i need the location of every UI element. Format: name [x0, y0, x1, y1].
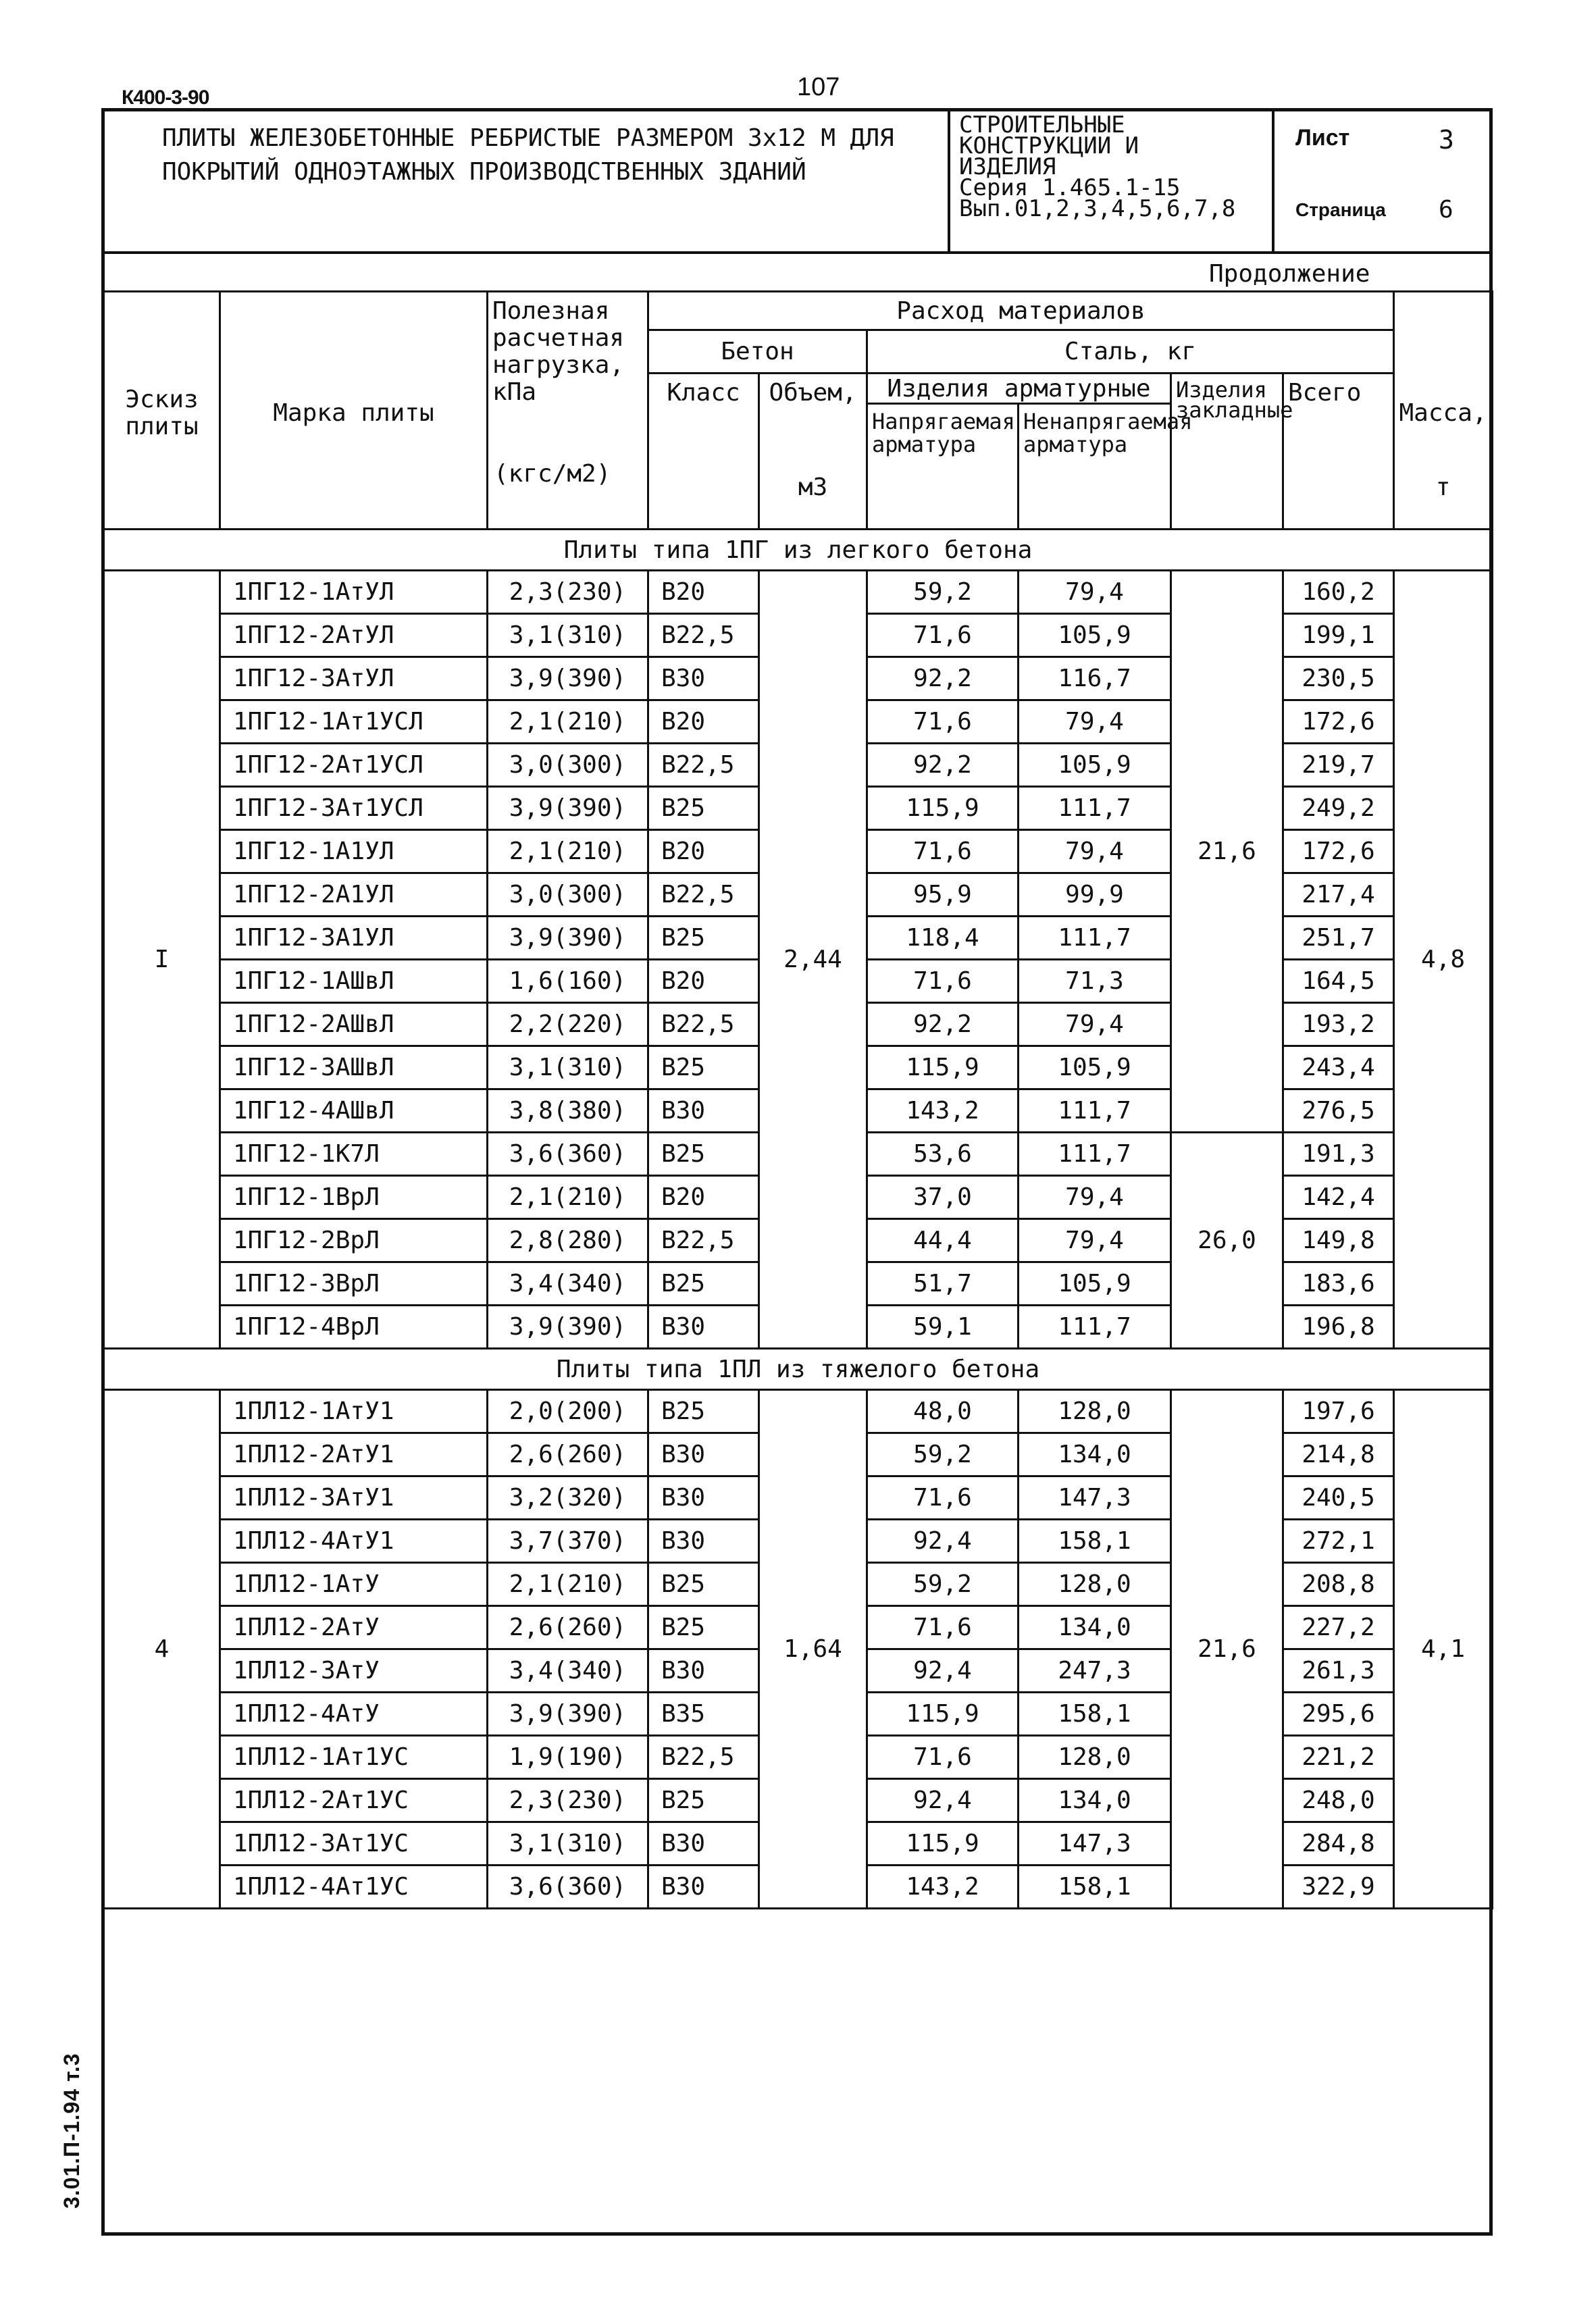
row-prestressed: 92,4 — [867, 1649, 1019, 1693]
row-class: В22,5 — [648, 873, 759, 917]
row-total: 191,3 — [1283, 1133, 1394, 1176]
section2-title: Плиты типа 1ПЛ из тяжелого бетона — [104, 1349, 1493, 1390]
row-prestressed: 59,2 — [867, 571, 1019, 614]
row-prestressed: 48,0 — [867, 1390, 1019, 1433]
row-mark: 1ПГ12-3А1УЛ — [220, 917, 488, 960]
row-load: 2,6(260) — [488, 1606, 648, 1649]
row-load: 2,1(210) — [488, 1176, 648, 1219]
section2-mass: 4,1 — [1394, 1390, 1493, 1909]
col-concrete: Бетон — [648, 330, 867, 374]
row-load: 3,9(390) — [488, 1693, 648, 1736]
row-load: 2,1(210) — [488, 1563, 648, 1606]
section1-sketch: I — [104, 571, 220, 1349]
row-mark: 1ПГ12-1АШвЛ — [220, 960, 488, 1003]
row-load: 3,9(390) — [488, 657, 648, 700]
row-mark: 1ПГ12-1АтУЛ — [220, 571, 488, 614]
row-load: 3,9(390) — [488, 787, 648, 830]
header-bottom-line — [105, 251, 1489, 254]
row-total: 221,2 — [1283, 1736, 1394, 1779]
row-non-prestressed: 116,7 — [1019, 657, 1171, 700]
col-volume-unit: м3 — [798, 473, 828, 501]
title-line-2: ПОКРЫТИЙ ОДНОЭТАЖНЫХ ПРОИЗВОДСТВЕННЫХ ЗДАНИЙ — [162, 158, 806, 186]
row-load: 2,3(230) — [488, 1779, 648, 1822]
row-class: В20 — [648, 571, 759, 614]
row-mark: 1ПГ12-3ВрЛ — [220, 1262, 488, 1306]
row-mark: 1ПЛ12-4АтУ — [220, 1693, 488, 1736]
row-total: 196,8 — [1283, 1306, 1394, 1349]
row-prestressed: 71,6 — [867, 1736, 1019, 1779]
row-class: В22,5 — [648, 744, 759, 787]
row-total: 295,6 — [1283, 1693, 1394, 1736]
row-class: В30 — [648, 1822, 759, 1866]
row-mark: 1ПГ12-1А1УЛ — [220, 830, 488, 873]
row-prestressed: 92,2 — [867, 1003, 1019, 1046]
row-total: 243,4 — [1283, 1046, 1394, 1089]
page-value: 6 — [1439, 196, 1453, 224]
row-prestressed: 44,4 — [867, 1219, 1019, 1262]
col-class: Класс — [648, 374, 759, 530]
row-prestressed: 59,1 — [867, 1306, 1019, 1349]
row-total: 217,4 — [1283, 873, 1394, 917]
row-mark: 1ПГ12-2ВрЛ — [220, 1219, 488, 1262]
col-embedded: Изделия закладные — [1171, 374, 1283, 530]
col-volume — [759, 374, 867, 530]
section1-mass: 4,8 — [1394, 571, 1493, 1349]
row-total: 183,6 — [1283, 1262, 1394, 1306]
row-mark: 1ПЛ12-3АтУ — [220, 1649, 488, 1693]
row-prestressed: 92,2 — [867, 657, 1019, 700]
row-class: В25 — [648, 1563, 759, 1606]
row-prestressed: 59,2 — [867, 1563, 1019, 1606]
row-prestressed: 92,4 — [867, 1520, 1019, 1563]
row-prestressed: 71,6 — [867, 960, 1019, 1003]
row-class: В25 — [648, 1262, 759, 1306]
row-non-prestressed: 79,4 — [1019, 1003, 1171, 1046]
row-prestressed: 59,2 — [867, 1433, 1019, 1476]
row-class: В20 — [648, 700, 759, 744]
row-non-prestressed: 79,4 — [1019, 700, 1171, 744]
row-non-prestressed: 158,1 — [1019, 1693, 1171, 1736]
row-non-prestressed: 147,3 — [1019, 1476, 1171, 1520]
row-total: 197,6 — [1283, 1390, 1394, 1433]
row-prestressed: 115,9 — [867, 1693, 1019, 1736]
row-mark: 1ПЛ12-2АтУ — [220, 1606, 488, 1649]
row-mark: 1ПЛ12-1АтУ1 — [220, 1390, 488, 1433]
row-mark: 1ПЛ12-2АтУ1 — [220, 1433, 488, 1476]
document-title — [162, 122, 939, 189]
row-load: 3,1(310) — [488, 1046, 648, 1089]
row-total: 284,8 — [1283, 1822, 1394, 1866]
row-class: В35 — [648, 1693, 759, 1736]
row-total: 219,7 — [1283, 744, 1394, 787]
row-total: 208,8 — [1283, 1563, 1394, 1606]
row-load: 3,0(300) — [488, 744, 648, 787]
row-prestressed: 71,6 — [867, 614, 1019, 657]
section1-volume: 2,44 — [759, 571, 867, 1349]
series-line-4: Серия 1.465.1-15 — [959, 174, 1181, 201]
row-non-prestressed: 134,0 — [1019, 1606, 1171, 1649]
row-mark: 1ПГ12-1ВрЛ — [220, 1176, 488, 1219]
row-mark: 1ПГ12-3Ат1УСЛ — [220, 787, 488, 830]
row-mark: 1ПГ12-1Ат1УСЛ — [220, 700, 488, 744]
row-class: В20 — [648, 960, 759, 1003]
col-sketch: Эскиз плиты — [104, 292, 220, 530]
col-mass — [1394, 292, 1493, 530]
row-mark: 1ПЛ12-2Ат1УС — [220, 1779, 488, 1822]
row-total: 322,9 — [1283, 1866, 1394, 1909]
row-mark: 1ПГ12-1К7Л — [220, 1133, 488, 1176]
row-load: 2,3(230) — [488, 571, 648, 614]
sheet-value: 3 — [1439, 125, 1454, 155]
row-total: 149,8 — [1283, 1219, 1394, 1262]
row-prestressed: 115,9 — [867, 1046, 1019, 1089]
row-total: 240,5 — [1283, 1476, 1394, 1520]
row-non-prestressed: 134,0 — [1019, 1779, 1171, 1822]
row-class: В30 — [648, 657, 759, 700]
row-non-prestressed: 111,7 — [1019, 787, 1171, 830]
row-prestressed: 71,6 — [867, 830, 1019, 873]
row-mark: 1ПГ12-4ВрЛ — [220, 1306, 488, 1349]
series-line-5: Вып.01,2,3,4,5,6,7,8 — [959, 195, 1236, 222]
row-class: В30 — [648, 1866, 759, 1909]
row-class: В25 — [648, 1606, 759, 1649]
col-mass-label: Масса, — [1399, 398, 1487, 427]
row-class: В25 — [648, 1133, 759, 1176]
row-non-prestressed: 111,7 — [1019, 1089, 1171, 1133]
row-load: 3,9(390) — [488, 917, 648, 960]
title-line-1: ПЛИТЫ ЖЕЛЕЗОБЕТОННЫЕ РЕБРИСТЫЕ РАЗМЕРОМ 3х12 М ДЛЯ — [162, 124, 894, 152]
row-prestressed: 71,6 — [867, 1476, 1019, 1520]
col-prestressed: Напрягаемая арматура — [867, 404, 1019, 530]
row-mark: 1ПГ12-2АтУЛ — [220, 614, 488, 657]
row-total: 172,6 — [1283, 700, 1394, 744]
table-row — [104, 1390, 1493, 1433]
row-mark: 1ПГ12-2Ат1УСЛ — [220, 744, 488, 787]
col-mark: Марка плиты — [220, 292, 488, 530]
col-load — [488, 292, 648, 530]
col-mass-unit: т — [1435, 473, 1451, 501]
row-total: 172,6 — [1283, 830, 1394, 873]
row-load: 2,8(280) — [488, 1219, 648, 1262]
row-non-prestressed: 128,0 — [1019, 1563, 1171, 1606]
row-non-prestressed: 147,3 — [1019, 1822, 1171, 1866]
row-total: 160,2 — [1283, 571, 1394, 614]
row-total: 276,5 — [1283, 1089, 1394, 1133]
row-load: 3,1(310) — [488, 614, 648, 657]
page-number: 107 — [797, 73, 840, 101]
row-class: В20 — [648, 1176, 759, 1219]
row-class: В22,5 — [648, 1219, 759, 1262]
row-non-prestressed: 105,9 — [1019, 744, 1171, 787]
row-load: 1,9(190) — [488, 1736, 648, 1779]
section1-embedded-a: 21,6 — [1171, 571, 1283, 1133]
row-non-prestressed: 79,4 — [1019, 1176, 1171, 1219]
row-non-prestressed: 105,9 — [1019, 1046, 1171, 1089]
row-non-prestressed: 134,0 — [1019, 1433, 1171, 1476]
row-class: В25 — [648, 917, 759, 960]
row-prestressed: 71,6 — [867, 700, 1019, 744]
row-load: 3,0(300) — [488, 873, 648, 917]
row-prestressed: 53,6 — [867, 1133, 1019, 1176]
row-prestressed: 143,2 — [867, 1089, 1019, 1133]
row-class: В20 — [648, 830, 759, 873]
row-non-prestressed: 158,1 — [1019, 1866, 1171, 1909]
row-class: В30 — [648, 1649, 759, 1693]
section1-title: Плиты типа 1ПГ из легкого бетона — [104, 530, 1493, 571]
row-mark: 1ПЛ12-3АтУ1 — [220, 1476, 488, 1520]
row-mark: 1ПГ12-3АтУЛ — [220, 657, 488, 700]
row-load: 2,1(210) — [488, 700, 648, 744]
row-non-prestressed: 71,3 — [1019, 960, 1171, 1003]
row-prestressed: 71,6 — [867, 1606, 1019, 1649]
row-load: 3,2(320) — [488, 1476, 648, 1520]
col-non-prestressed: Ненапрягаемая арматура — [1019, 404, 1171, 530]
row-prestressed: 143,2 — [867, 1866, 1019, 1909]
row-mark: 1ПГ12-2А1УЛ — [220, 873, 488, 917]
row-total: 214,8 — [1283, 1433, 1394, 1476]
row-load: 3,4(340) — [488, 1649, 648, 1693]
row-load: 1,6(160) — [488, 960, 648, 1003]
section2-sketch: 4 — [104, 1390, 220, 1909]
row-non-prestressed: 128,0 — [1019, 1390, 1171, 1433]
section-row — [104, 1349, 1493, 1390]
row-class: В22,5 — [648, 1003, 759, 1046]
row-non-prestressed: 105,9 — [1019, 1262, 1171, 1306]
row-class: В25 — [648, 1779, 759, 1822]
materials-table — [103, 290, 1493, 1909]
row-load: 2,2(220) — [488, 1003, 648, 1046]
row-prestressed: 115,9 — [867, 787, 1019, 830]
row-prestressed: 51,7 — [867, 1262, 1019, 1306]
document-code: К400-3-90 — [122, 86, 209, 109]
row-load: 3,9(390) — [488, 1306, 648, 1349]
row-load: 3,8(380) — [488, 1089, 648, 1133]
row-class: В22,5 — [648, 614, 759, 657]
row-prestressed: 92,4 — [867, 1779, 1019, 1822]
section2-embedded: 21,6 — [1171, 1390, 1283, 1909]
row-total: 227,2 — [1283, 1606, 1394, 1649]
header-divider-2 — [1272, 111, 1275, 251]
row-load: 3,1(310) — [488, 1822, 648, 1866]
row-total: 164,5 — [1283, 960, 1394, 1003]
row-prestressed: 118,4 — [867, 917, 1019, 960]
col-load-label: Полезная расчетная нагрузка, кПа — [492, 297, 625, 406]
row-class: В25 — [648, 1046, 759, 1089]
row-total: 251,7 — [1283, 917, 1394, 960]
row-load: 2,6(260) — [488, 1433, 648, 1476]
empty-area — [105, 1918, 1489, 2229]
row-load: 3,4(340) — [488, 1262, 648, 1306]
row-non-prestressed: 79,4 — [1019, 1219, 1171, 1262]
table-row — [104, 571, 1493, 614]
row-non-prestressed: 111,7 — [1019, 1306, 1171, 1349]
continuation-label: Продолжение — [1209, 260, 1370, 288]
row-total: 261,3 — [1283, 1649, 1394, 1693]
row-class: В30 — [648, 1306, 759, 1349]
row-mark: 1ПЛ12-3Ат1УС — [220, 1822, 488, 1866]
row-total: 248,0 — [1283, 1779, 1394, 1822]
series-line-3: ИЗДЕЛИЯ — [959, 153, 1056, 180]
row-class: В30 — [648, 1089, 759, 1133]
row-non-prestressed: 79,4 — [1019, 571, 1171, 614]
col-materials: Расход материалов — [648, 292, 1394, 330]
row-load: 3,7(370) — [488, 1520, 648, 1563]
col-reinforcement: Изделия арматурные — [867, 374, 1171, 404]
row-non-prestressed: 247,3 — [1019, 1649, 1171, 1693]
row-mark: 1ПГ12-3АШвЛ — [220, 1046, 488, 1089]
row-prestressed: 92,2 — [867, 744, 1019, 787]
row-mark: 1ПГ12-4АШвЛ — [220, 1089, 488, 1133]
row-total: 193,2 — [1283, 1003, 1394, 1046]
col-load-unit: (кгс/м2) — [494, 460, 611, 488]
row-class: В30 — [648, 1520, 759, 1563]
row-prestressed: 95,9 — [867, 873, 1019, 917]
row-mark: 1ПЛ12-1Ат1УС — [220, 1736, 488, 1779]
row-total: 249,2 — [1283, 787, 1394, 830]
row-total: 142,4 — [1283, 1176, 1394, 1219]
row-mark: 1ПЛ12-4Ат1УС — [220, 1866, 488, 1909]
row-class: В30 — [648, 1476, 759, 1520]
row-total: 272,1 — [1283, 1520, 1394, 1563]
row-class: В22,5 — [648, 1736, 759, 1779]
row-load: 2,1(210) — [488, 830, 648, 873]
section1-embedded-b: 26,0 — [1171, 1133, 1283, 1349]
row-non-prestressed: 111,7 — [1019, 917, 1171, 960]
page-label: Страница — [1295, 199, 1386, 220]
row-mark: 1ПЛ12-1АтУ — [220, 1563, 488, 1606]
row-total: 199,1 — [1283, 614, 1394, 657]
row-load: 3,6(360) — [488, 1866, 648, 1909]
row-mark: 1ПГ12-2АШвЛ — [220, 1003, 488, 1046]
row-class: В30 — [648, 1433, 759, 1476]
row-non-prestressed: 111,7 — [1019, 1133, 1171, 1176]
row-prestressed: 37,0 — [867, 1176, 1019, 1219]
sheet-label: Лист — [1295, 125, 1350, 151]
row-class: В25 — [648, 1390, 759, 1433]
section2-volume: 1,64 — [759, 1390, 867, 1909]
row-prestressed: 115,9 — [867, 1822, 1019, 1866]
row-load: 3,6(360) — [488, 1133, 648, 1176]
col-total: Всего — [1283, 374, 1394, 530]
series-block — [959, 111, 1263, 222]
row-mark: 1ПЛ12-4АтУ1 — [220, 1520, 488, 1563]
row-load: 2,0(200) — [488, 1390, 648, 1433]
side-code: 3.01.П-1.94 т.3 — [59, 2053, 84, 2209]
row-non-prestressed: 105,9 — [1019, 614, 1171, 657]
row-non-prestressed: 158,1 — [1019, 1520, 1171, 1563]
row-non-prestressed: 79,4 — [1019, 830, 1171, 873]
col-volume-label: Объем, — [769, 379, 857, 407]
row-total: 230,5 — [1283, 657, 1394, 700]
series-line-2: КОНСТРУКЦИИ И — [959, 132, 1139, 159]
row-non-prestressed: 99,9 — [1019, 873, 1171, 917]
header-divider-1 — [948, 111, 950, 251]
col-steel: Сталь, кг — [867, 330, 1394, 374]
row-class: В25 — [648, 787, 759, 830]
series-line-1: СТРОИТЕЛЬНЫЕ — [959, 111, 1125, 138]
row-non-prestressed: 128,0 — [1019, 1736, 1171, 1779]
